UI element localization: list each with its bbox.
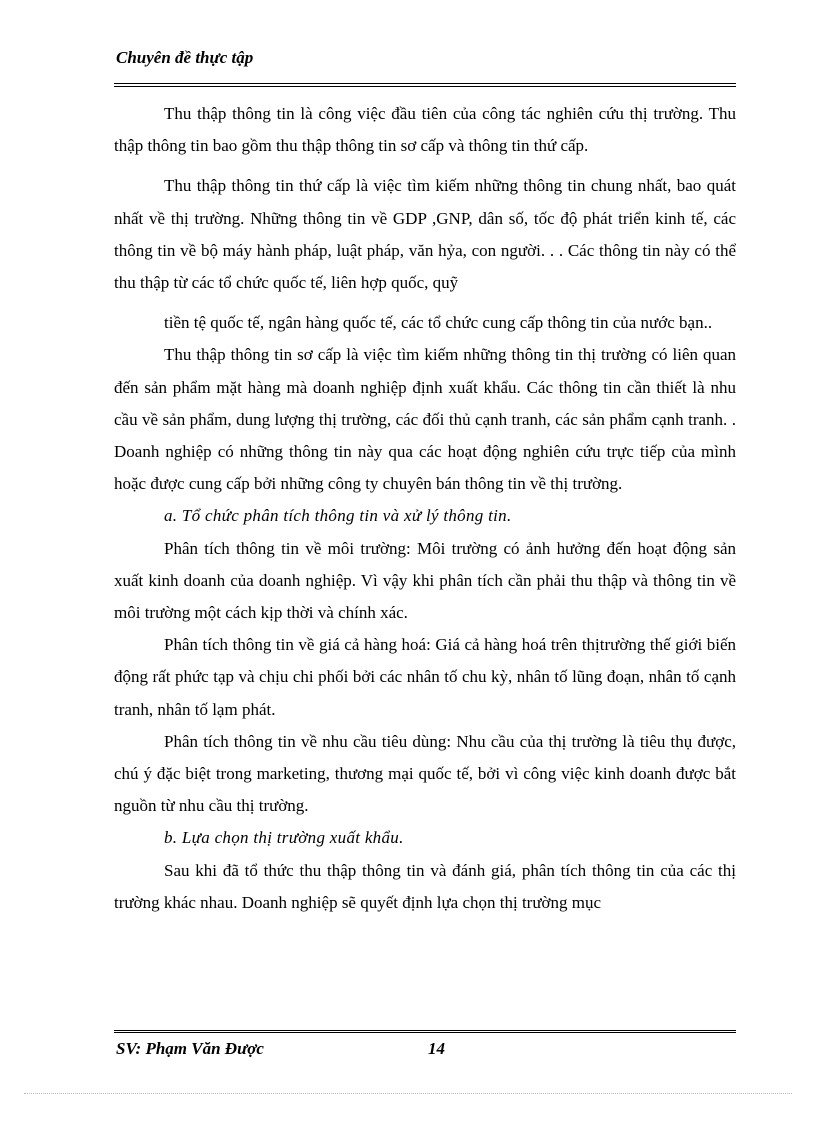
page-header-title: Chuyên đề thực tập xyxy=(116,48,254,67)
paragraph-7: Phân tích thông tin về nhu cầu tiêu dùng: Nhu cầu của thị trường là tiêu thụ được, chú ý đặc biệt trong marketing, thương mại quốc tế, bởi vì công việc kinh doanh được bắt nguồn từ nhu cầu thị trường. xyxy=(114,731,736,816)
section-heading-b: b. Lựa chọn thị trường xuất khẩu. xyxy=(164,828,404,848)
paragraph-5: Phân tích thông tin về môi trường: Môi trường có ảnh hưởng đến hoạt động sản xuất kinh doanh của doanh nghiệp. Vì vậy khi phân tích cần phải thu thập và thông tin về môi trường một cách kịp thời và chính xác. xyxy=(114,538,736,623)
paragraph-4: Thu thập thông tin sơ cấp là việc tìm kiếm những thông tin thị trường có liên quan đến sản phẩm mặt hàng mà doanh nghiệp định xuất khẩu. Các thông tin cần thiết là nhu cầu về sản phẩm, dung lượng thị trường, các đối thủ cạnh tranh, các sản phẩm cạnh tranh. . Doanh nghiệp có những thông tin này qua các hoạt động nghiên cứu trực tiếp của mình hoặc được cung cấp bởi những công ty chuyên bán thông tin về thị trường. xyxy=(114,345,736,494)
header-divider xyxy=(114,83,736,87)
paragraph-6: Phân tích thông tin về giá cả hàng hoá: Giá cả hàng hoá trên thịtrường thế giới biến động rất phức tạp và chịu chi phối bởi các nhân tố chu kỳ, nhân tố lũng đoạn, nhân tố cạnh tranh, nhân tố lạm phát. xyxy=(114,635,736,719)
paragraph-8: Sau khi đã tổ thức thu thập thông tin và đánh giá, phân tích thông tin của các thị trường khác nhau. Doanh nghiệp sẽ quyết định lựa chọn thị trường mục xyxy=(114,860,736,912)
footer-student-name: SV: Phạm Văn Được xyxy=(116,1039,264,1058)
page-number: 14 xyxy=(428,1039,445,1058)
paragraph-1: Thu thập thông tin là công việc đầu tiên của công tác nghiên cứu thị trường. Thu thập thông tin bao gồm thu thập thông tin sơ cấp và thông tin thứ cấp. xyxy=(114,104,736,156)
document-body xyxy=(114,98,736,919)
footer-divider xyxy=(114,1030,736,1033)
paragraph-3: tiền tệ quốc tế, ngân hàng quốc tế, các tổ chức cung cấp thông tin của nước bạn.. xyxy=(164,313,713,333)
section-heading-a: a. Tổ chức phân tích thông tin và xử lý thông tin. xyxy=(164,506,512,526)
page-bottom-border xyxy=(24,1093,792,1094)
paragraph-2: Thu thập thông tin thứ cấp là việc tìm kiếm những thông tin chung nhất, bao quát nhất về thị trường. Những thông tin về GDP ,GNP, dân số, tốc độ phát triển kinh tế, các thông tin về bộ máy hành pháp, luật pháp, văn hỷa, con người. . . Các thông tin này có thể thu thập từ các tổ chức quốc tế, liên hợp quốc, quỹ xyxy=(114,176,736,293)
